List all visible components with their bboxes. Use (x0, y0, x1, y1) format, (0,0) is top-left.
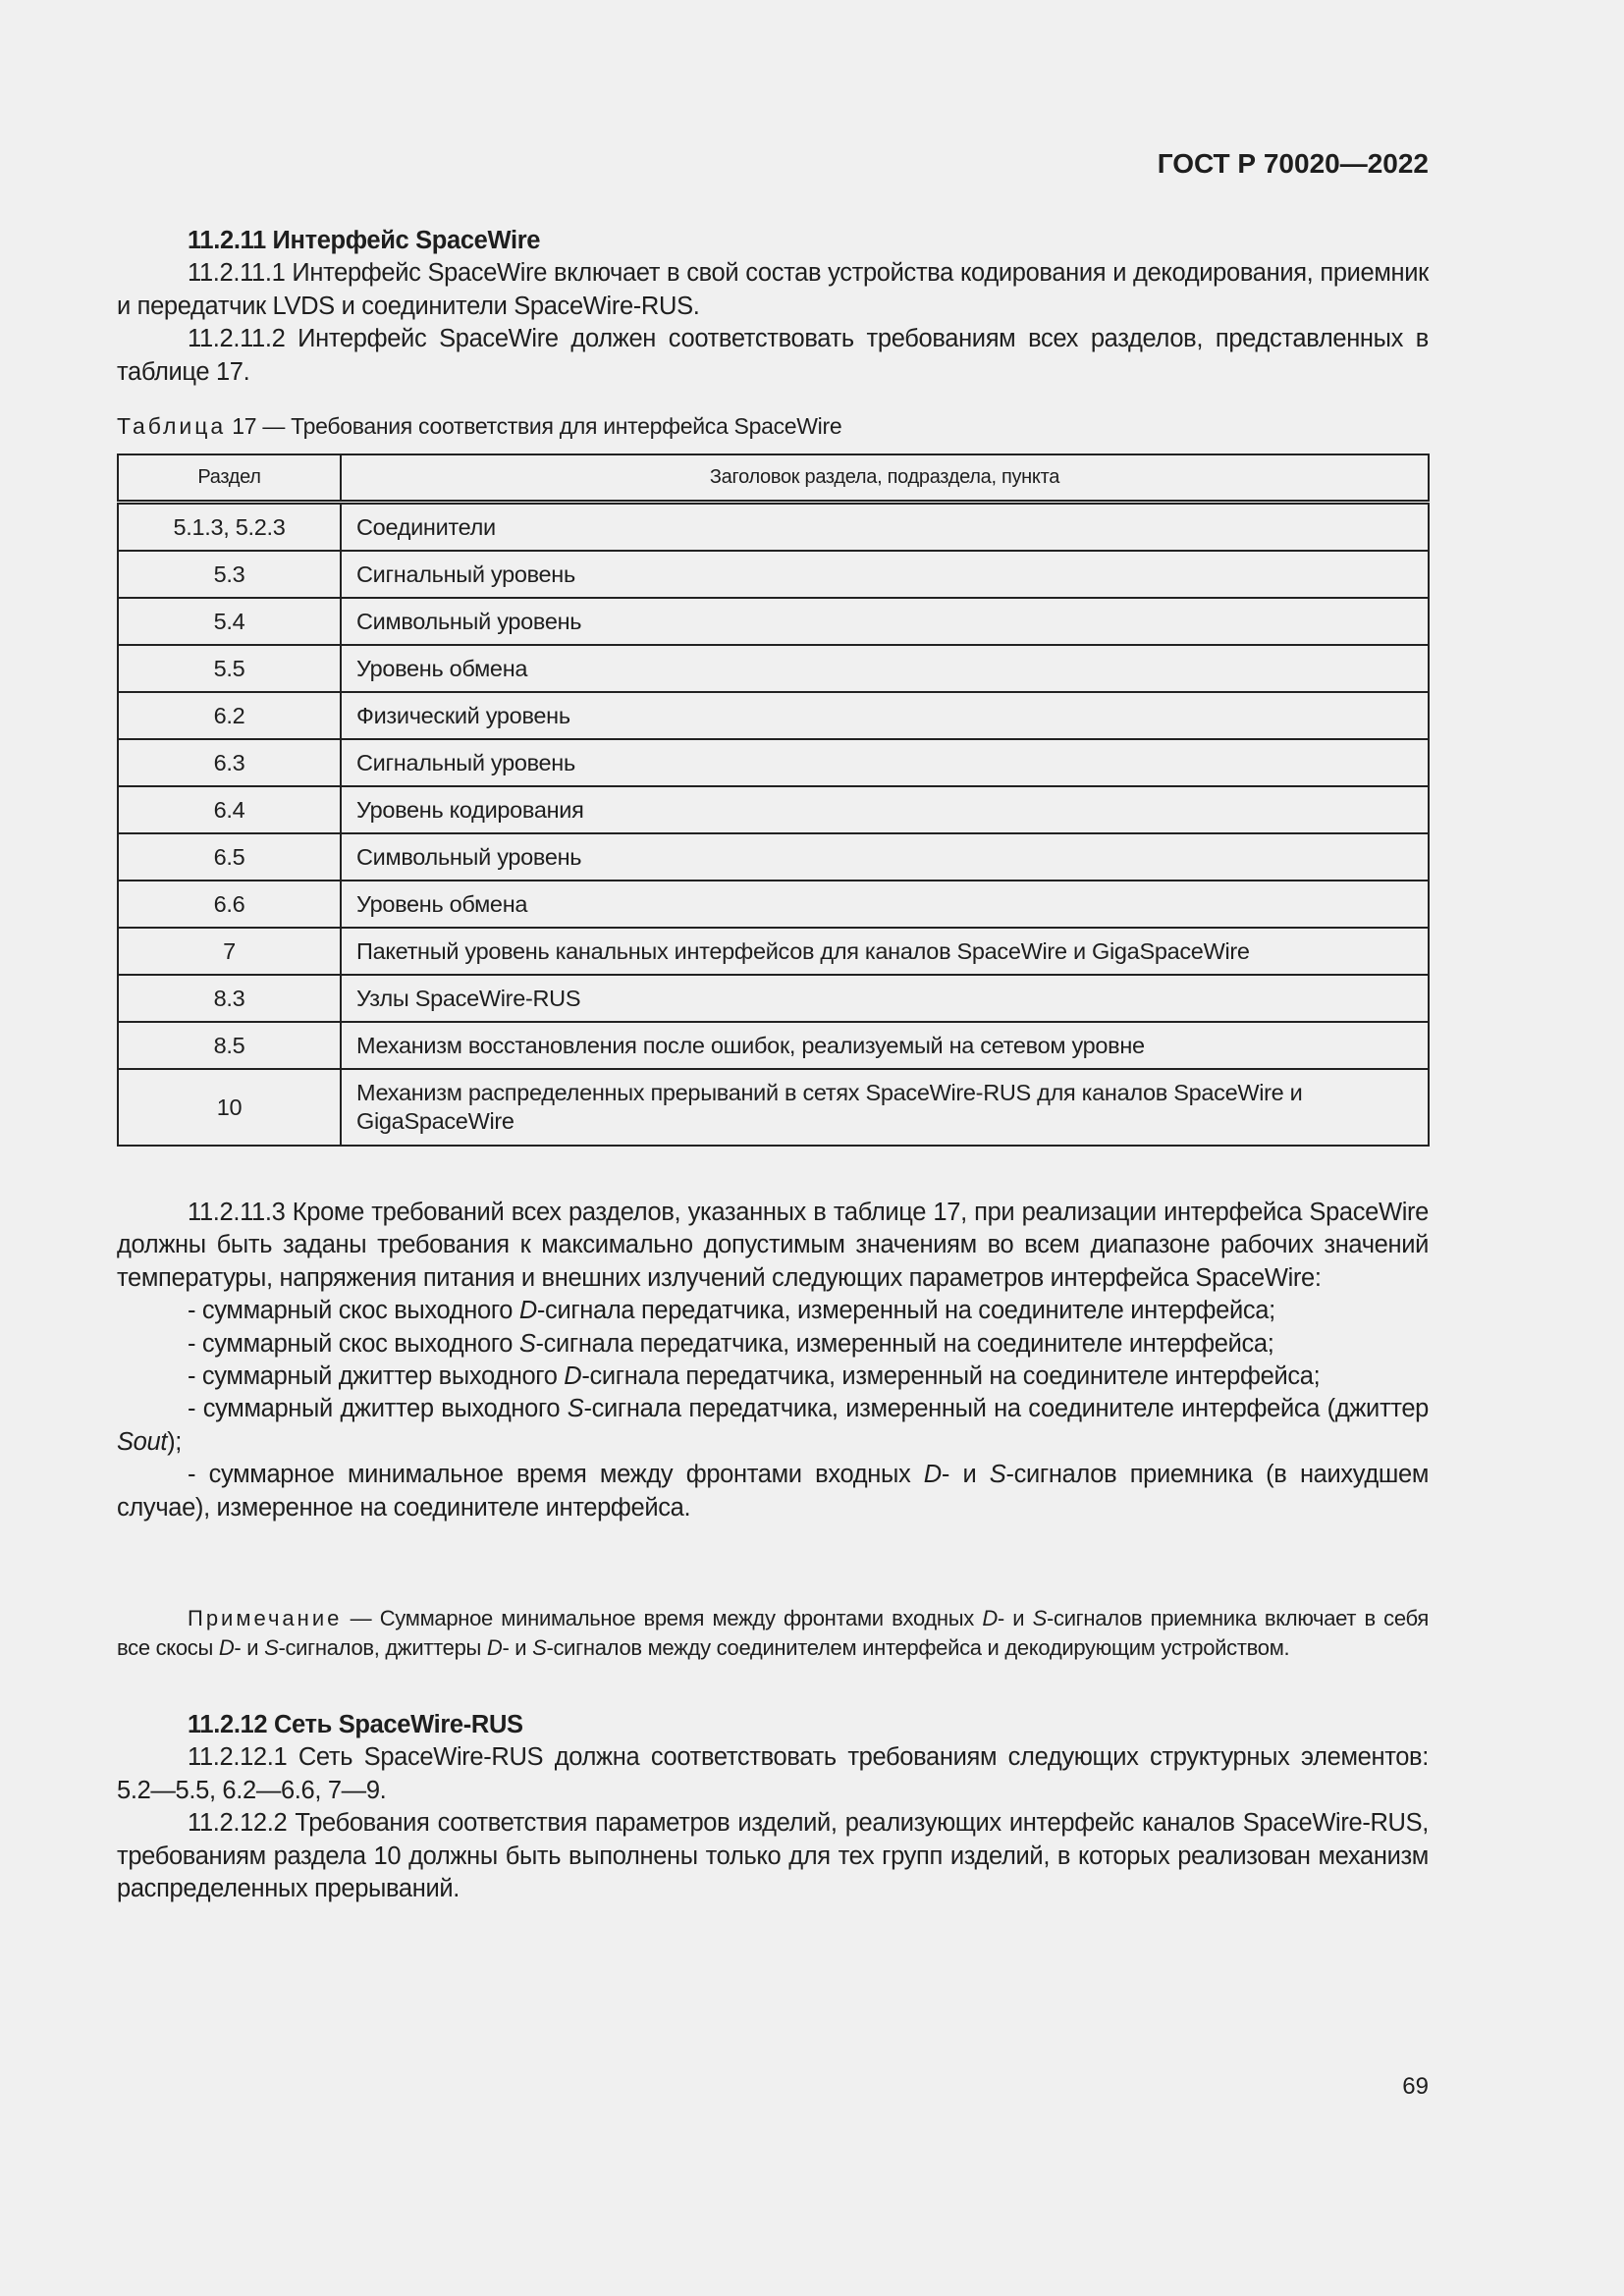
title-cell: Механизм распределенных прерываний в сетях SpaceWire-RUS для каналов SpaceWire и GigaSpaceWire (341, 1069, 1429, 1146)
table-row (118, 645, 1429, 692)
section-11-2-11 (117, 225, 1429, 389)
text-segment: -сигнала передатчика, измеренный на соединителе интерфейса (джиттер (583, 1395, 1429, 1423)
text-segment: -сигнала передатчика, измеренный на соединителе интерфейса; (581, 1362, 1321, 1391)
section-cell: 6.6 (118, 881, 341, 928)
paragraph: 11.2.11.1 Интерфейс SpaceWire включает в свой состав устройства кодирования и декодирования, приемник и передатчик LVDS и соединители SpaceWire-RUS. (117, 259, 1429, 320)
text-segment: -сигнала передатчика, измеренный на соединителе интерфейса; (535, 1329, 1274, 1358)
italic-term: S (1032, 1606, 1047, 1630)
table-row (118, 1069, 1429, 1146)
document-code: ГОСТ Р 70020—2022 (1157, 148, 1429, 179)
text-segment: - и (941, 1461, 990, 1489)
list-item (117, 1328, 1429, 1361)
caption-text: 17 — Требования соответствия для интерфейса SpaceWire (226, 413, 842, 439)
text-segment: — Суммарное минимальное время между фронтами входных (342, 1606, 983, 1630)
section-heading: 11.2.12 Сеть SpaceWire-RUS (188, 1711, 523, 1738)
title-cell: Уровень обмена (341, 645, 1429, 692)
italic-term: D (218, 1635, 235, 1660)
section-cell: 5.4 (118, 598, 341, 645)
text-segment: - и (502, 1635, 533, 1660)
text-segment: - суммарный джиттер выходного (188, 1362, 565, 1391)
paragraph: 11.2.12.2 Требования соответствия параметров изделий, реализующих интерфейс каналов SpaceWire-RUS, требованиям раздела 10 должны быть выполнены только для тех групп изделий, в которых реализован механизм распределенных прерываний. (117, 1809, 1429, 1903)
text-segment: -сигналов приемника включает в себя все скосы (117, 1606, 1429, 1660)
text-segment: -сигналов между соединителем интерфейса и декодирующим устройством. (546, 1635, 1290, 1660)
table-row (118, 551, 1429, 598)
section-cell: 7 (118, 928, 341, 975)
table-row (118, 692, 1429, 739)
list-item (117, 1393, 1429, 1459)
section-cell: 8.3 (118, 975, 341, 1022)
list-item (117, 1459, 1429, 1524)
title-cell: Физический уровень (341, 692, 1429, 739)
table-row (118, 975, 1429, 1022)
title-cell: Сигнальный уровень (341, 739, 1429, 786)
title-cell: Узлы SpaceWire-RUS (341, 975, 1429, 1022)
title-cell: Механизм восстановления после ошибок, реализуемый на сетевом уровне (341, 1022, 1429, 1069)
table-row (118, 833, 1429, 881)
column-header: Раздел (118, 454, 341, 503)
section-heading: 11.2.11 Интерфейс SpaceWire (188, 227, 541, 254)
text-segment: -сигнала передатчика, измеренный на соединителе интерфейса; (536, 1297, 1275, 1325)
title-cell: Символьный уровень (341, 833, 1429, 881)
section-cell: 5.3 (118, 551, 341, 598)
table-row (118, 928, 1429, 975)
section-cell: 6.2 (118, 692, 341, 739)
italic-term: Sout (117, 1427, 168, 1456)
page-number: 69 (1402, 2073, 1429, 2100)
title-cell: Уровень кодирования (341, 786, 1429, 833)
italic-term: D (486, 1635, 503, 1660)
table-caption (117, 412, 1429, 440)
italic-term: D (923, 1461, 942, 1489)
text-segment: - суммарный скос выходного (188, 1297, 519, 1325)
italic-term: S (264, 1635, 279, 1660)
italic-term: S (532, 1635, 547, 1660)
paragraph: 11.2.11.2 Интерфейс SpaceWire должен соответствовать требованиям всех разделов, представленных в таблице 17. (117, 325, 1429, 386)
text-segment: -сигналов приемника (в наихудшем случае), измеренное на соединителе интерфейса. (117, 1461, 1430, 1522)
list-item (117, 1361, 1429, 1393)
section-cell: 8.5 (118, 1022, 341, 1069)
table-row (118, 598, 1429, 645)
table-row (118, 739, 1429, 786)
text-segment: - суммарный скос выходного (188, 1329, 519, 1358)
italic-term: D (982, 1606, 998, 1630)
section-cell: 5.5 (118, 645, 341, 692)
title-cell: Символьный уровень (341, 598, 1429, 645)
section-11-2-12 (117, 1709, 1429, 1905)
title-cell: Пакетный уровень канальных интерфейсов для каналов SpaceWire и GigaSpaceWire (341, 928, 1429, 975)
text-segment: ); (167, 1427, 182, 1456)
table-row (118, 881, 1429, 928)
column-header: Заголовок раздела, подраздела, пункта (341, 454, 1429, 503)
section-cell: 6.5 (118, 833, 341, 881)
paragraph: 11.2.11.3 Кроме требований всех разделов, указанных в таблице 17, при реализации интерфейса SpaceWire должны быть заданы требования к максимально допустимым значениям во всем диапазоне рабочих значений температуры, напряжения питания и внешних излучений следующих параметров интерфейса SpaceWire: (117, 1199, 1429, 1292)
text-segment: -сигналов, джиттеры (278, 1635, 487, 1660)
title-cell: Уровень обмена (341, 881, 1429, 928)
table-row (118, 503, 1429, 552)
text-segment: - и (997, 1606, 1033, 1630)
title-cell: Соединители (341, 503, 1429, 552)
text-segment: - суммарное минимальное время между фронтами входных (188, 1461, 924, 1489)
section-cell: 6.4 (118, 786, 341, 833)
italic-term: S (518, 1329, 536, 1358)
section-cell: 10 (118, 1069, 341, 1146)
title-cell: Сигнальный уровень (341, 551, 1429, 598)
table-header-row (118, 454, 1429, 503)
italic-term: D (564, 1362, 582, 1391)
text-segment: - и (234, 1635, 265, 1660)
list-item (117, 1295, 1429, 1327)
note (117, 1604, 1429, 1663)
text-segment: - суммарный джиттер выходного (188, 1395, 568, 1423)
section-cell: 5.1.3, 5.2.3 (118, 503, 341, 552)
italic-term: S (567, 1395, 584, 1423)
section-cell: 6.3 (118, 739, 341, 786)
table-row (118, 1022, 1429, 1069)
caption-label: Таблица (117, 413, 227, 439)
note-label: Примечание (188, 1606, 343, 1630)
paragraph: 11.2.12.1 Сеть SpaceWire-RUS должна соответствовать требованиям следующих структурных элементов: 5.2—5.5, 6.2—6.6, 7—9. (117, 1743, 1429, 1804)
requirements-table (117, 454, 1430, 1147)
section-11-2-11-3 (117, 1197, 1429, 1524)
italic-term: D (518, 1297, 537, 1325)
table-row (118, 786, 1429, 833)
italic-term: S (989, 1461, 1006, 1489)
